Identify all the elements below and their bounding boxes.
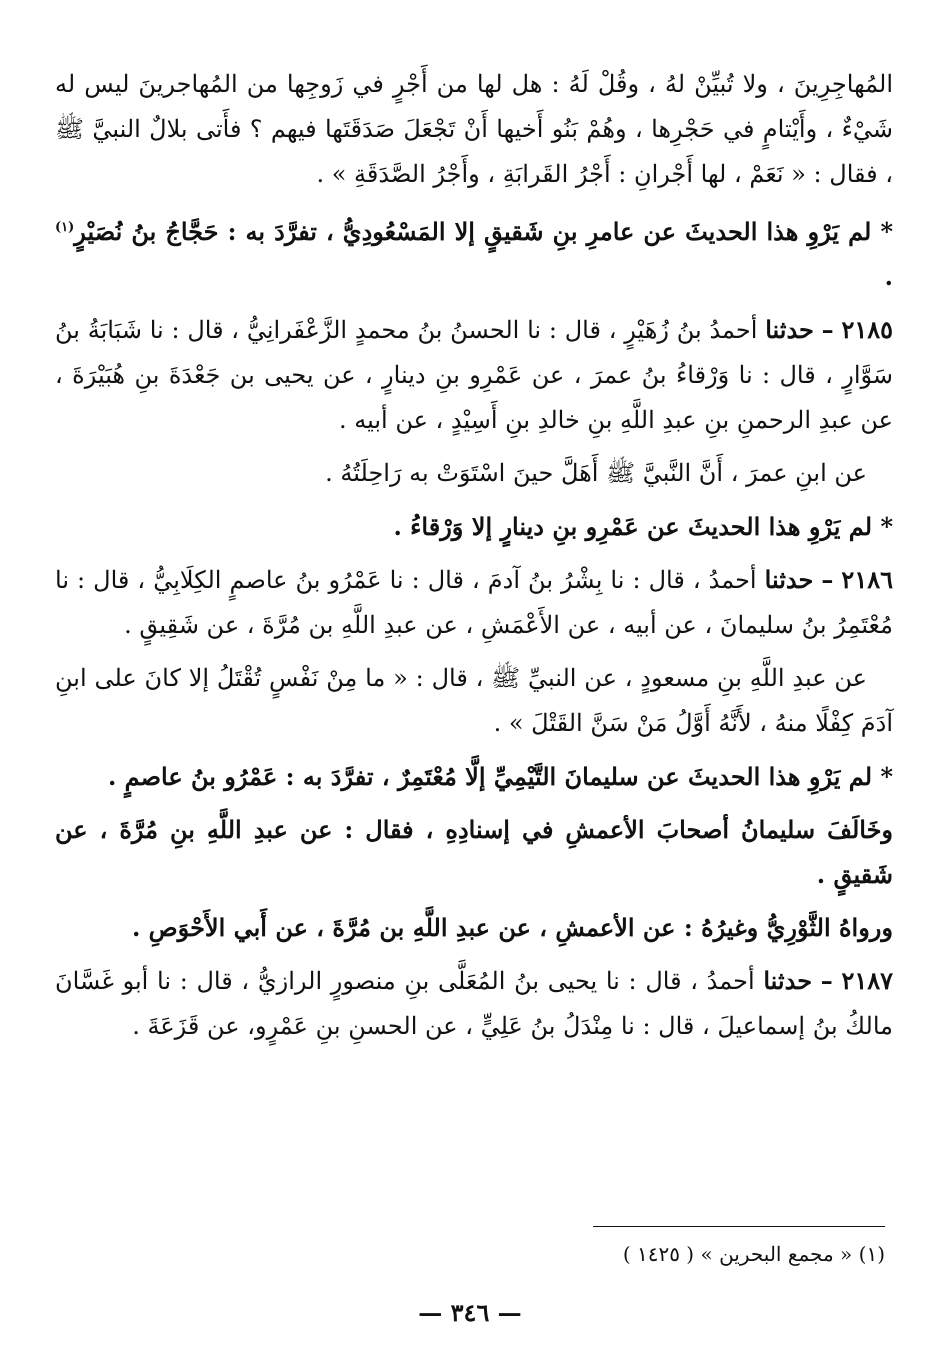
takhrij-note <box>55 205 893 299</box>
page-body <box>55 62 893 1057</box>
haddatha-keyword: حدثنا <box>764 565 814 594</box>
matn-paragraph <box>55 656 893 746</box>
page-number: — ٣٤٦ — <box>418 1298 522 1327</box>
matn-text: عن عبدِ اللَّهِ بنِ مسعودٍ ، عن النبيِّ ﷺ ، قال : « ما مِنْ نَفْسٍ تُقْتَلُ إلا كانَ على ابنِ آدَمَ كِفْلًا منهُ ، لأَنَّهُ أَوَّلُ مَنْ سَنَّ القَتْلَ » . <box>55 664 893 737</box>
isnad-text: أحمدُ ، قال : نا بِشْرُ بنُ آدمَ ، قال : نا عَمْرُو بنُ عاصمٍ الكِلَابِيُّ ، قال : نا مُعْتَمِرُ بنُ سليمانَ ، عن أبيه ، عن الأَعْمَشِ ، عن عبدِ اللَّهِ بن مُرَّةَ ، عن شَقِيقٍ . <box>55 566 893 639</box>
star-icon: * <box>880 762 893 791</box>
isnad-paragraph <box>55 557 893 648</box>
hadith-text-paragraph <box>55 62 893 197</box>
isnad-text: أحمدُ بنُ زُهَيْرٍ ، قال : نا الحسنُ بنُ محمدٍ الزَّعْفَرانِيُّ ، قال : نا شَبَابَةُ بنُ سَوَّارٍ ، قال : نا وَرْقاءُ بنُ عمرَ ، عن عَمْرِو بنِ دينارٍ ، عن يحيى بن جَعْدَةَ بنِ هُبَيْرَةَ ، عن عبدِ الرحمنِ بنِ عبدِ اللَّهِ بنِ خالدِ بنِ أَسِيْدٍ ، عن أبيه . <box>55 316 893 434</box>
takhrij-note-continued <box>55 905 893 950</box>
note-text: وخَالَفَ سليمانُ أصحابَ الأعمشِ في إسنادِهِ ، فقال : عن عبدِ اللَّهِ بنِ مُرَّةَ ، عن شَقيقٍ . <box>55 815 893 889</box>
number-dash: – <box>821 315 834 344</box>
isnad-text: أحمدُ ، قال : نا يحيى بنُ المُعَلَّى بنِ منصورٍ الرازيُّ ، قال : نا أبو غَسَّانَ مالكُ بنُ إسماعيلَ ، قال : نا مِنْدَلُ بنُ عَلِيٍّ ، عن الحسنِ بنِ عَمْرٍو، عن قَزَعَةَ . <box>55 967 893 1040</box>
note-tail: . <box>884 262 893 291</box>
note-text: لم يَرْوِ هذا الحديثَ عن عَمْرِو بنِ دينارٍ إلا وَرْقاءُ . <box>393 512 873 541</box>
isnad-paragraph <box>55 307 893 443</box>
star-icon: * <box>880 512 893 541</box>
matn-text: عن ابنِ عمرَ ، أَنَّ النَّبيَّ ﷺ أَهَلَّ حينَ اسْتَوَتْ به رَاحِلَتُهُ . <box>325 459 867 487</box>
note-text: لم يَرْوِ هذا الحديثَ عن سليمانَ التَّيْمِيِّ إلَّا مُعْتَمِرٌ ، تفرَّدَ به : عَمْرُو بنُ عاصمٍ . <box>107 762 873 791</box>
hadith-text: المُهاجِرِينَ ، ولا تُبيِّنْ لهُ ، وقُلْ لَهُ : هل لها من أَجْرٍ في زَوجِها من المُهاجرينَ ليس له شَيْءٌ ، وأَيْتامٍ في حَجْرِها ، وهُمْ بَنُو أَخيها أَنْ تَجْعَلَ صَدَقَتَها فيهم ؟ فأَتى بلالٌ النبيَّ ﷺ ، فقال : « نَعَمْ ، لها أَجْرانِ : أَجْرُ القَرابَةِ ، وأَجْرُ الصَّدَقَةِ » . <box>55 70 894 188</box>
note-text: لم يَرْوِ هذا الحديثَ عن عامرِ بنِ شَقيقٍ إلا المَسْعُودِيُّ ، تفرَّدَ به : حَجَّاجُ بنُ نُصَيْرٍ <box>74 217 872 246</box>
haddatha-keyword: حدثنا <box>763 966 813 995</box>
takhrij-note-continued <box>55 807 893 897</box>
isnad-paragraph <box>55 958 893 1049</box>
takhrij-note <box>55 754 893 799</box>
hadith-number: ٢١٨٧ <box>841 966 893 995</box>
number-dash: – <box>820 966 833 995</box>
note-text: ورواهُ الثَّوْرِيُّ وغيرُهُ : عن الأعمشِ ، عن عبدِ اللَّهِ بن مُرَّةَ ، عن أَبي الأَحْوَصِ . <box>131 913 893 942</box>
star-icon: * <box>880 217 893 246</box>
footnote-reference: (١) <box>55 220 75 235</box>
takhrij-note <box>55 504 893 549</box>
number-dash: – <box>821 565 834 594</box>
matn-paragraph <box>55 451 893 496</box>
haddatha-keyword: حدثنا <box>765 315 814 344</box>
footnote-divider <box>593 1226 885 1227</box>
footnote: (١) « مجمع البحرين » ( ١٤٢٥ ) <box>622 1242 885 1266</box>
hadith-number: ٢١٨٥ <box>841 315 893 344</box>
hadith-number: ٢١٨٦ <box>841 565 893 594</box>
